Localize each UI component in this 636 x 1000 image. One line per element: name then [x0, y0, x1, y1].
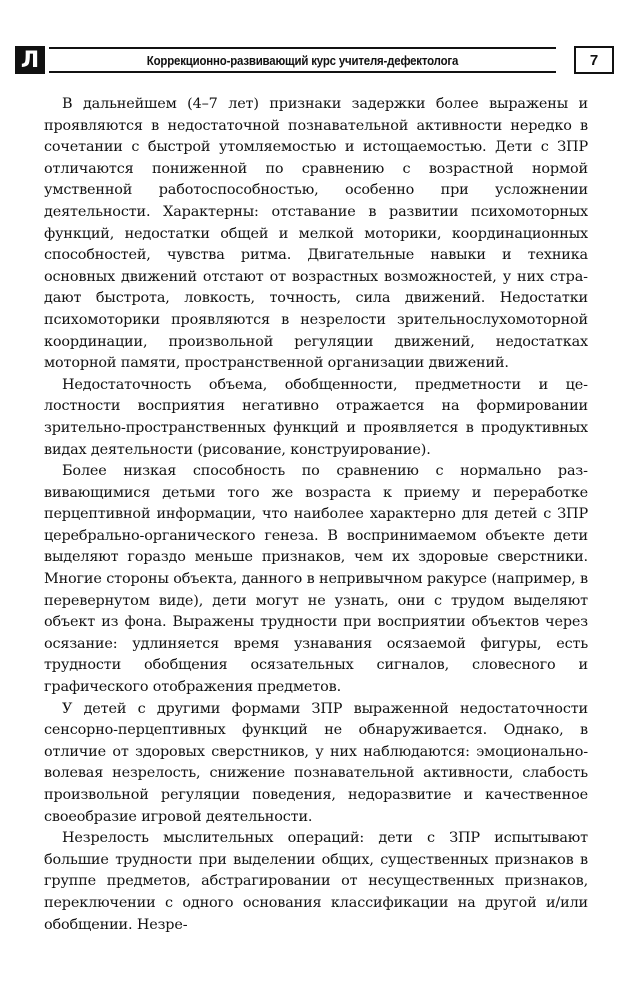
paragraph: В дальнейшем (4–7 лет) признаки задержки более выражены и проявляются в недостаточной познавательной активности нередко в сочетании с быстрой утомляемостью и истощаемостью. Дети с ЗПР отличаются пониженной по сравнению с возрастной нормой умственной работоспособностью, особенно при усложнении деятельности. Характерны: отставание в развитии психомоторных функций, недостатки общей и мелкой моторики, координационных способностей, чувства ритма. Двигательные навыки и техника основных движений отстают от возрастных возможностей, у них страдают быстрота, ловкость, точность, сила движений. Недостатки психомоторики проявляются в незрелости зрительнослухомоторной координации, произвольной регуляции движений, недостатках моторной памяти, пространственной организации движений. [44, 96, 588, 372]
page-number: 7 [574, 46, 614, 74]
paragraph: У детей с другими формами ЗПР выраженной недостаточности сенсорно-перцептивных функций не обнаруживается. Однако, в отличие от здоровых сверстников, у них наблюдаются: эмоционально-волевая незрелость, снижение познавательной активности, слабость произвольной регуляции поведения, недоразвитие и качественное своеобразие игровой деятельности. [44, 700, 588, 825]
paragraph: Незрелость мыслительных операций: дети с ЗПР испытывают большие трудности при выделении общих, существенных признаков в группе предметов, абстрагировании от несущественных признаков, переключении с одного основания классификации на другой и/или обобщении. Незре- [44, 830, 588, 933]
header-rule-bottom [49, 71, 556, 73]
paragraph: Более низкая способность по сравнению с нормально развивающимися детьми того же возраста к приему и переработке перцептивной информации, что наиболее характерно для детей с ЗПР церебрально-органического генеза. В воспринимаемом объекте дети выделяют гораздо меньше признаков, чем их здоровые сверстники. Многие стороны объекта, данного в непривычном ракурсе (например, в перевернутом виде), дети могут не узнать, они с трудом выделяют объект из фона. Выражены трудности при восприятии объектов через осязание: удлиняется время узнавания осязаемой фигуры, есть трудности обобщения осязательных сигналов, словесного и графического отображения предметов. [44, 463, 588, 696]
body-text [44, 94, 588, 936]
running-header [15, 46, 614, 74]
section-logo: Л [15, 46, 45, 74]
paragraph: Недостаточность объема, обобщенности, предметности и целостности восприятия негативно отражается на формировании зрительно-пространственных функций и проявляется в продуктивных видах деятельности (рисование, конструирование). [44, 376, 588, 458]
running-title: Коррекционно-развивающий курс учителя-дефектолога [146, 52, 459, 68]
